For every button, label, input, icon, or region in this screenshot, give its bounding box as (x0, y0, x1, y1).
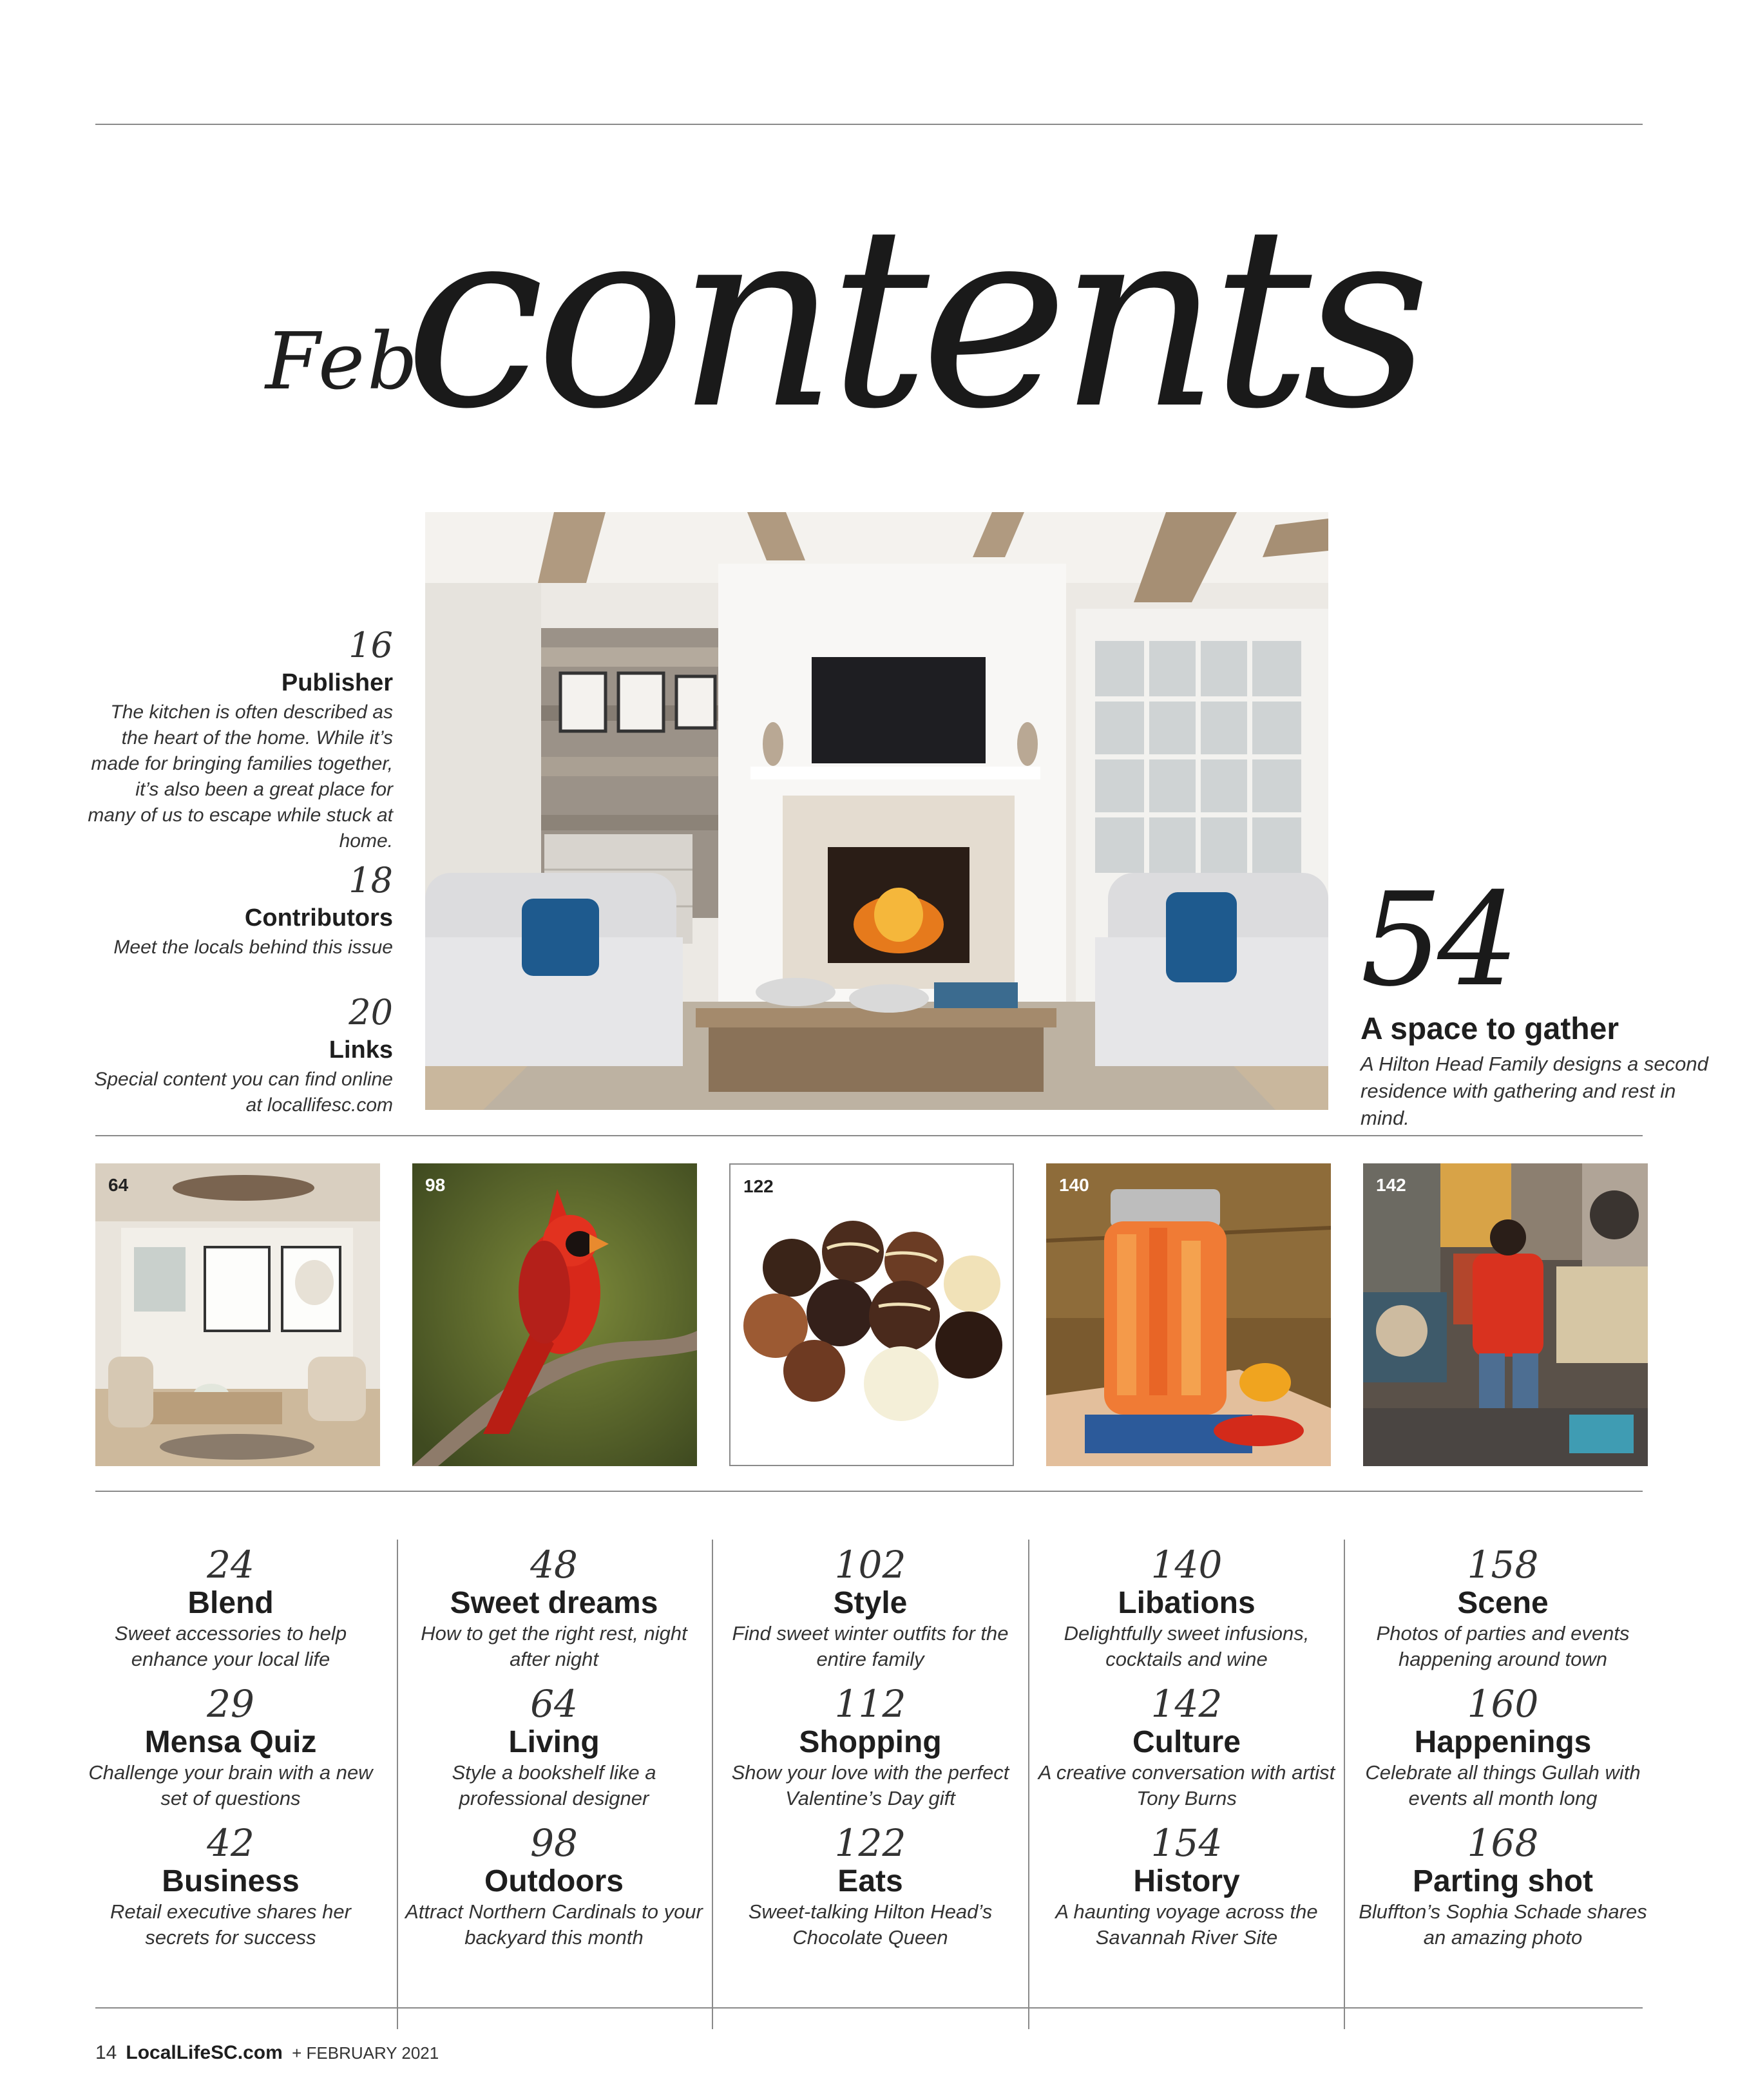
top-rule (95, 124, 1643, 125)
toc-entry-history[interactable] (1032, 1821, 1341, 1963)
toc-column-2 (399, 1543, 709, 1963)
column-divider (712, 1540, 713, 2029)
entry-heading: Culture (1132, 1725, 1241, 1759)
entry-description: Attract Northern Cardinals to your backyard this month (405, 1900, 703, 1949)
northern-cardinal-image (412, 1163, 697, 1466)
toc-column-3 (716, 1543, 1025, 1963)
entry-heading: Libations (1118, 1586, 1256, 1620)
column-divider (1344, 1540, 1345, 2029)
page-number: 154 (1151, 1821, 1223, 1865)
pickled-carrots-jar-image (1046, 1163, 1331, 1466)
toc-column-5 (1348, 1543, 1657, 1963)
entry-heading: Style (833, 1586, 908, 1620)
page-number: 168 (1467, 1821, 1539, 1865)
feature-page-number: 54 (1361, 865, 1514, 1015)
thumbnail-top-rule (95, 1135, 1643, 1136)
thumbnail-libations[interactable] (1046, 1163, 1331, 1466)
toc-column-1 (76, 1543, 385, 1963)
page-number: 112 (834, 1682, 906, 1726)
toc-entry-living[interactable] (399, 1682, 709, 1824)
artist-studio-image (1363, 1163, 1648, 1466)
thumbnail-page-number: 142 (1376, 1175, 1406, 1195)
page-number: 160 (1467, 1682, 1539, 1726)
toc-column-4 (1032, 1543, 1341, 1963)
toc-entry-blend[interactable] (76, 1543, 385, 1685)
page-number: 64 (530, 1682, 578, 1726)
entry-heading: Business (162, 1864, 300, 1898)
page-number: 140 (1151, 1543, 1223, 1587)
footer-page-number: 14 (95, 2042, 117, 2063)
entry-description: Bluffton’s Sophia Schade shares an amazing photo (1359, 1900, 1647, 1949)
toc-entry-shopping[interactable] (716, 1682, 1025, 1824)
thumbnail-page-number: 98 (425, 1175, 446, 1195)
thumbnail-eats[interactable] (729, 1163, 1014, 1466)
entry-description: Sweet accessories to help enhance your local life (114, 1622, 347, 1671)
toc-entry-links[interactable] (84, 992, 393, 1118)
bookshelf-interior-image (95, 1163, 380, 1466)
toc-entry-happenings[interactable] (1348, 1682, 1657, 1824)
toc-entry-culture[interactable] (1032, 1682, 1341, 1824)
thumbnail-outdoors[interactable] (412, 1163, 697, 1466)
bottom-rule (95, 2007, 1643, 2009)
title-month: Feb (265, 316, 421, 407)
footer-site-link[interactable]: LocalLifeSC.com (126, 2042, 283, 2063)
thumbnail-living[interactable] (95, 1163, 380, 1466)
toc-entry-libations[interactable] (1032, 1543, 1341, 1685)
entry-heading: Eats (837, 1864, 903, 1898)
toc-entry-mensa-quiz[interactable] (76, 1682, 385, 1824)
page-number: 102 (834, 1543, 906, 1587)
thumbnail-page-number: 64 (108, 1175, 129, 1195)
column-divider (397, 1540, 398, 2029)
entry-description: A haunting voyage across the Savannah River Site (1055, 1900, 1318, 1949)
entry-description: Retail executive shares her secrets for success (110, 1900, 351, 1949)
entry-heading: Parting shot (1412, 1864, 1593, 1898)
entry-description: How to get the right rest, night after night (421, 1622, 687, 1671)
title-word: contents (405, 173, 1422, 464)
page-number: 24 (207, 1543, 254, 1587)
feature-heading: A space to gather (1361, 1012, 1619, 1046)
page-number: 16 (349, 625, 393, 665)
entry-heading: Mensa Quiz (144, 1725, 317, 1759)
thumbnail-page-number: 122 (743, 1176, 774, 1196)
entry-heading: History (1133, 1864, 1240, 1898)
thumbnail-culture[interactable] (1363, 1163, 1648, 1466)
toc-entry-parting-shot[interactable] (1348, 1821, 1657, 1963)
entry-heading: Living (508, 1725, 600, 1759)
hero-living-room-image (425, 512, 1328, 1110)
toc-entry-business[interactable] (76, 1821, 385, 1963)
entry-description: The kitchen is often described as the heart of the home. While it’s made for bringing families together, it’s also been a great place for many of us to escape while stuck at home. (88, 702, 393, 852)
entry-heading: Shopping (799, 1725, 942, 1759)
toc-entry-publisher[interactable] (84, 625, 393, 854)
toc-entry-sweet-dreams[interactable] (399, 1543, 709, 1685)
entry-description: Meet the locals behind this issue (113, 937, 393, 958)
toc-entry-eats[interactable] (716, 1821, 1025, 1963)
entry-description: Photos of parties and events happening around town (1376, 1622, 1630, 1671)
entry-description: Find sweet winter outfits for the entire family (732, 1622, 1009, 1671)
entry-description: Style a bookshelf like a professional designer (452, 1761, 656, 1810)
page-number: 42 (207, 1821, 254, 1865)
entry-description: Special content you can find online at locallifesc.com (94, 1069, 393, 1116)
toc-entry-style[interactable] (716, 1543, 1025, 1685)
page-number: 18 (349, 860, 393, 901)
entry-description: Show your love with the perfect Valentine’s Day gift (731, 1761, 1009, 1810)
page-number: 142 (1151, 1682, 1223, 1726)
entry-heading: Scene (1457, 1586, 1549, 1620)
page-number: 20 (349, 992, 393, 1033)
page-footer (95, 2042, 439, 2064)
footer-issue: + FEBRUARY 2021 (292, 2043, 439, 2063)
entry-heading: Outdoors (484, 1864, 624, 1898)
entry-heading: Links (329, 1036, 393, 1064)
page-number: 48 (530, 1543, 578, 1587)
page-number: 98 (530, 1821, 578, 1865)
entry-heading: Contributors (244, 904, 393, 931)
feature-description: A Hilton Head Family designs a second residence with gathering and rest in mind. (1361, 1053, 1708, 1129)
thumbnail-bottom-rule (95, 1491, 1643, 1492)
feature-story[interactable] (1361, 865, 1721, 1132)
chocolate-truffles-image (731, 1165, 1013, 1465)
toc-entry-scene[interactable] (1348, 1543, 1657, 1685)
entry-heading: Sweet dreams (450, 1586, 658, 1620)
entry-description: Challenge your brain with a new set of questions (88, 1761, 373, 1810)
page-number: 122 (834, 1821, 906, 1865)
entry-heading: Blend (187, 1586, 274, 1620)
thumbnail-page-number: 140 (1059, 1175, 1089, 1195)
page-number: 29 (207, 1682, 254, 1726)
column-divider (1028, 1540, 1029, 2029)
entry-description: Sweet-talking Hilton Head’s Chocolate Queen (748, 1900, 993, 1949)
entry-description: Delightfully sweet infusions, cocktails and wine (1064, 1622, 1310, 1671)
entry-heading: Happenings (1414, 1725, 1592, 1759)
toc-entry-contributors[interactable] (84, 860, 393, 960)
entry-heading: Publisher (281, 669, 393, 696)
entry-description: Celebrate all things Gullah with events all month long (1365, 1761, 1641, 1810)
toc-entry-outdoors[interactable] (399, 1821, 709, 1963)
page-number: 158 (1467, 1543, 1539, 1587)
entry-description: A creative conversation with artist Tony Burns (1038, 1761, 1335, 1810)
